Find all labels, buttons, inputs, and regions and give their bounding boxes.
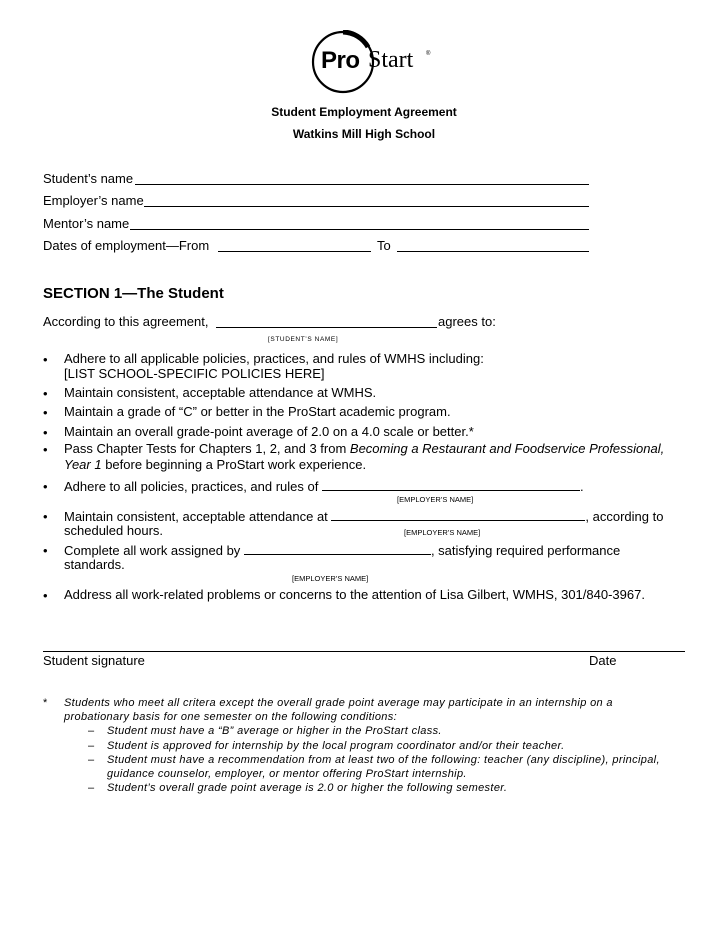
employer-name-label: Employer’s name [43,193,144,208]
list-item-end: , according to [585,509,664,524]
bullet: • [43,352,48,367]
employer-name-caption: [EMPLOYER’S NAME] [397,495,474,504]
employer-name-caption: [EMPLOYER’S NAME] [404,528,481,537]
list-item-continued: standards. [64,557,125,572]
bullet: • [43,425,48,440]
employer-name-caption: [EMPLOYER’S NAME] [292,574,369,583]
list-item [64,441,664,457]
school-name: Watkins Mill High School [292,127,436,141]
list-item-text: Complete all work assigned by [64,543,241,558]
dates-from-field[interactable] [218,251,371,252]
list-item-text: before beginning a ProStart work experience. [101,457,367,472]
date-label: Date [589,653,617,668]
logo-pro: Pro [321,47,360,74]
list-item [64,542,620,559]
employer-name-blank[interactable] [244,542,431,555]
student-name-label: Student’s name [43,171,134,186]
agreement-intro-end: agrees to: [438,314,496,329]
list-item-continued: scheduled hours. [64,523,164,538]
list-item-end: , satisfying required performance [430,543,621,558]
mentor-name-field[interactable] [130,229,589,230]
signature-label: Student signature [43,653,145,668]
book-title-continued: Year 1 [64,457,102,472]
logo-start: Start [368,47,414,73]
condition-item-continued: guidance counselor, employer, or mentor offering ProStart internship. [107,768,467,780]
section-1-heading: SECTION 1—The Student [43,285,224,302]
bullet: • [43,509,48,524]
list-item-text: Pass Chapter Tests for Chapters 1, 2, and 3 from [64,441,350,456]
logo-registered-mark: ® [426,51,431,57]
condition-dash: – [88,725,95,737]
dates-to-label: To [377,238,391,253]
list-item-end: . [579,479,584,494]
list-item: Maintain consistent, acceptable attendance at WMHS. [64,385,377,400]
list-item: Maintain a grade of “C” or better in the ProStart academic program. [64,404,451,419]
bullet: • [43,479,48,494]
condition-item: Student is approved for internship by the local program coordinator and/or their teacher. [107,740,565,752]
footnote-text: Students who meet all critera except the overall grade point average may participate in an internship on a [64,697,613,709]
employer-name-blank[interactable] [331,508,585,521]
signature-line[interactable] [43,651,685,652]
footnote-star: * [43,697,48,709]
condition-item: Student must have a recommendation from at least two of the following: teacher (any discipline), principal, [107,754,660,766]
bullet: • [43,442,48,457]
list-item: Address all work-related problems or concerns to the attention of Lisa Gilbert, WMHS, 301/840-3967. [64,587,645,602]
bullet: • [43,405,48,420]
student-name-blank[interactable] [216,327,437,328]
dates-to-field[interactable] [397,251,589,252]
list-item: Adhere to all applicable policies, practices, and rules of WMHS including: [64,351,484,366]
list-item-continued: [LIST SCHOOL-SPECIFIC POLICIES HERE] [64,366,325,381]
condition-item: Student must have a “B” average or higher in the ProStart class. [107,725,442,737]
prostart-logo [306,30,436,94]
employer-name-blank[interactable] [322,478,580,491]
bullet: • [43,386,48,401]
list-item-text: Adhere to all policies, practices, and rules of [64,479,319,494]
condition-dash: – [88,782,95,794]
bullet: • [43,543,48,558]
list-item: Maintain an overall grade-point average of 2.0 on a 4.0 scale or better.* [64,424,474,439]
agreement-intro: According to this agreement, [43,314,209,329]
mentor-name-label: Mentor’s name [43,216,130,231]
book-title: Becoming a Restaurant and Foodservice Professional, [349,441,665,456]
student-name-field[interactable] [135,184,589,185]
page-title: Student Employment Agreement [271,105,457,119]
condition-item: Student’s overall grade point average is 2.0 or higher the following semester. [107,782,508,794]
list-item-continued [64,457,366,473]
employer-name-field[interactable] [144,206,589,207]
student-name-caption: [STUDENT’S NAME] [268,336,339,343]
list-item [64,478,584,495]
condition-dash: – [88,740,95,752]
condition-dash: – [88,754,95,766]
list-item-text: Maintain consistent, acceptable attendance at [64,509,328,524]
dates-from-label: Dates of employment—From [43,238,210,253]
bullet: • [43,588,48,603]
footnote-text-continued: probationary basis for one semester on the following conditions: [64,711,398,723]
